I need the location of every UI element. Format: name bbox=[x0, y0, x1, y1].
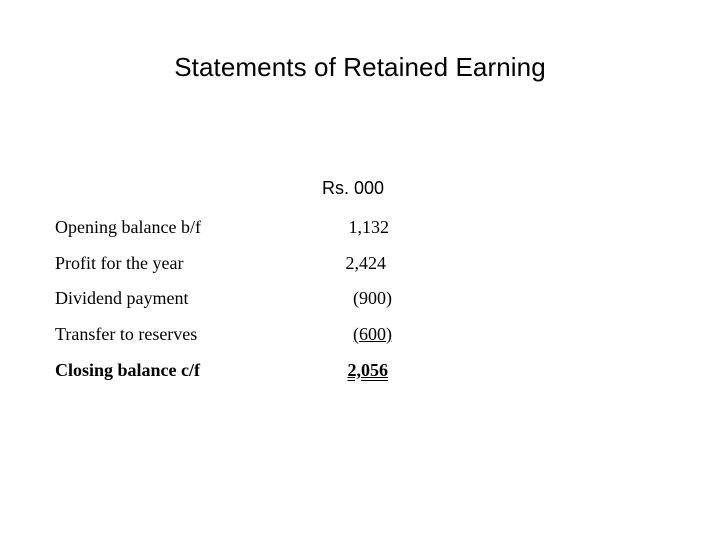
slide-title: Statements of Retained Earning bbox=[174, 52, 546, 82]
row-label: Transfer to reserves bbox=[55, 324, 198, 344]
unit-header: Rs. 000 bbox=[322, 178, 385, 198]
row-label: Profit for the year bbox=[55, 253, 184, 273]
row-value: 2,056 bbox=[347, 360, 388, 380]
statement-row-transfer bbox=[0, 324, 720, 350]
statement-row-closing-balance bbox=[0, 360, 720, 386]
row-value: (600) bbox=[353, 324, 392, 344]
statement-row-dividend bbox=[0, 288, 720, 314]
row-value: 2,424 bbox=[345, 253, 386, 273]
row-label: Closing balance c/f bbox=[55, 360, 201, 380]
statement-row-opening-balance bbox=[0, 217, 720, 243]
row-value: 1,132 bbox=[348, 217, 389, 237]
row-label: Opening balance b/f bbox=[55, 217, 201, 237]
row-label: Dividend payment bbox=[55, 288, 189, 308]
statement-row-profit bbox=[0, 253, 720, 279]
row-value: (900) bbox=[353, 288, 392, 308]
